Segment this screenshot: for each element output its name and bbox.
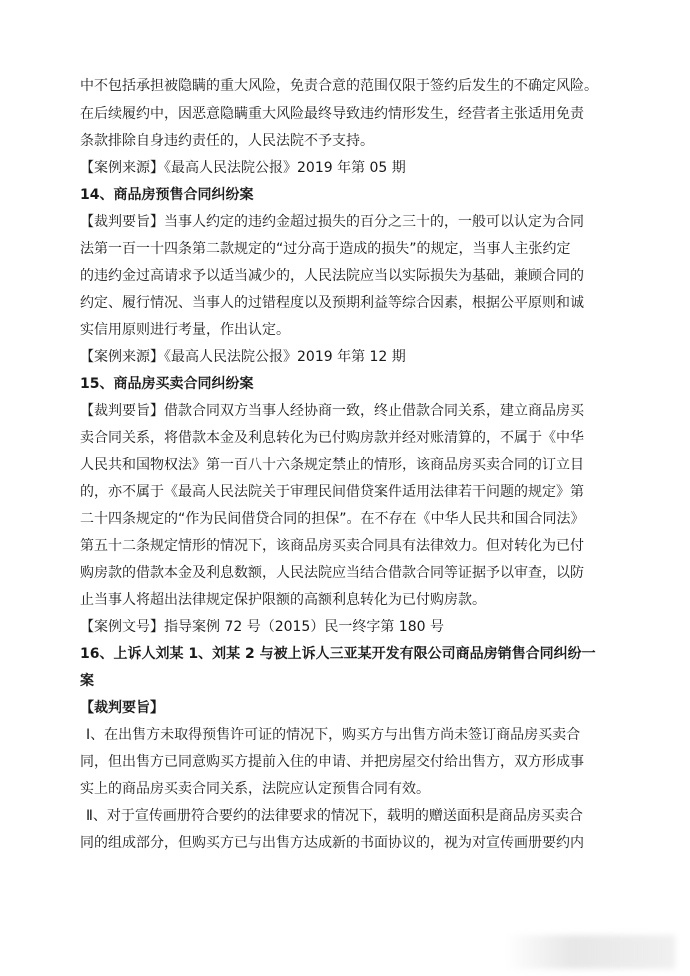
text-line: 实上的商品房买卖合同关系，法院应认定预售合同有效。 (80, 781, 430, 797)
case-heading: 14、商品房预售合同纠纷案 (80, 187, 254, 203)
text-line: 第五十二条规定情形的情况下，该商品房买卖合同具有法律效力。但对转化为已付 (80, 538, 584, 554)
text-line: 在后续履约中，因恶意隐瞒重大风险最终导致违约情形发生，经营者主张适用免责 (80, 106, 584, 122)
text-line: 止当事人将超出法律规定保护限额的高额利息转化为已付购房款。 (80, 592, 486, 608)
text-line: 购房款的借款本金及利息数额，人民法院应当结合借款合同等证据予以审查，以防 (80, 565, 584, 581)
text-line: 约定、履行情况、当事人的过错程度以及预期利益等综合因素，根据公平原则和诚 (80, 295, 584, 311)
text-line: 的，亦不属于《最高人民法院关于审理民间借贷案件适用法律若干问题的规定》第 (80, 484, 584, 500)
text-line: 中不包括承担被隐瞒的重大风险，免责合意的范围仅限于签约后发生的不确定风险。 (80, 78, 598, 94)
ruling-point: Ⅱ、对于宣传画册符合要约的法律要求的情况下，载明的赠送面积是商品房买卖合 (86, 808, 583, 824)
case-heading-cont: 案 (80, 673, 94, 689)
text-line: 的违约金过高请求予以适当减少的，人民法院应当以实际损失为基础，兼顾合同的 (80, 268, 584, 284)
text-line: 二十四条规定的“作为民间借贷合同的担保”。在不存在《中华人民共和国合同法》 (80, 511, 585, 527)
text-line: 人民共和国物权法》第一百八十六条规定禁止的情形，该商品房买卖合同的订立目 (80, 457, 584, 473)
text-line: 同，但出售方已同意购买方提前入住的申请、并把房屋交付给出售方，双方形成事 (80, 754, 584, 770)
case-number: 【案例文号】指导案例 72 号（2015）民一终字第 180 号 (80, 619, 444, 635)
case-source: 【案例来源】《最高人民法院公报》2019 年第 12 期 (80, 349, 406, 365)
case-source: 【案例来源】《最高人民法院公报》2019 年第 05 期 (80, 160, 406, 176)
text-line: 法第一百一十四条第二款规定的“过分高于造成的损失”的规定，当事人主张约定 (80, 241, 571, 257)
text-line: 条款排除自身违约责任的，人民法院不予支持。 (80, 133, 374, 149)
ruling-summary-label: 【裁判要旨】 (80, 700, 164, 716)
case-heading: 16、上诉人刘某 1、刘某 2 与被上诉人三亚某开发有限公司商品房销售合同纠纷一 (80, 646, 596, 662)
ruling-summary: 【裁判要旨】当事人约定的违约金超过损失的百分之三十的，一般可以认定为合同 (80, 214, 584, 230)
ruling-summary: 【裁判要旨】借款合同双方当事人经协商一致，终止借款合同关系，建立商品房买 (80, 403, 584, 419)
ruling-point: Ⅰ、在出售方未取得预售许可证的情况下，购买方与出售方尚未签订商品房买卖合 (86, 727, 581, 743)
text-line: 卖合同关系，将借款本金及利息转化为已付购房款并经对账清算的，不属于《中华 (80, 430, 584, 446)
scan-smudge (505, 935, 675, 969)
text-line: 实信用原则进行考量，作出认定。 (80, 322, 290, 338)
case-heading: 15、商品房买卖合同纠纷案 (80, 376, 254, 392)
text-line: 同的组成部分，但购买方已与出售方达成新的书面协议的，视为对宣传画册要约内 (80, 835, 584, 851)
